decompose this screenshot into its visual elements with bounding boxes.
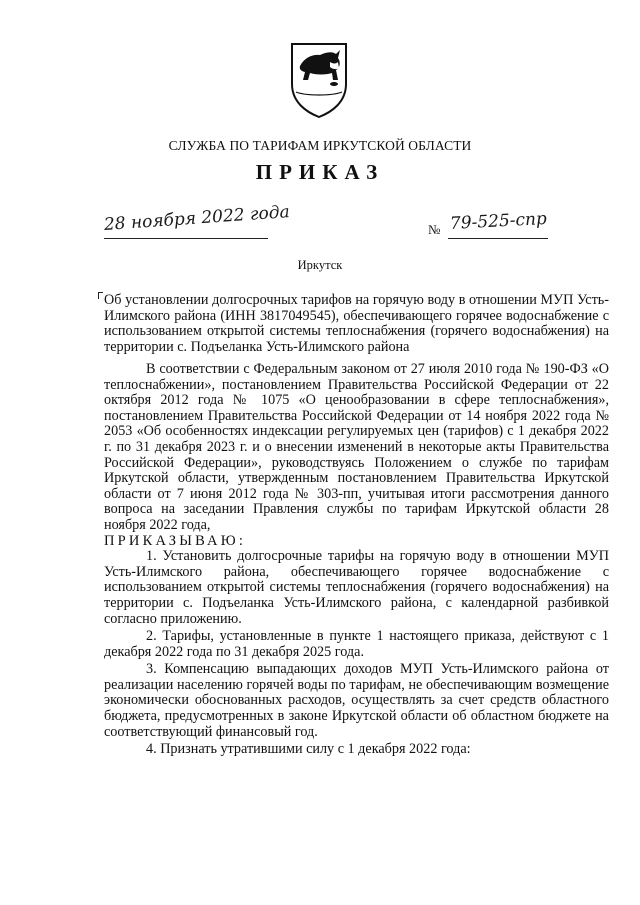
number-underline — [448, 238, 548, 239]
number-sign: № — [428, 222, 441, 237]
order-number: 79-525-спр — [449, 208, 548, 234]
agency-name: СЛУЖБА ПО ТАРИФАМ ИРКУТСКОЙ ОБЛАСТИ — [168, 138, 472, 153]
order-number-field — [428, 208, 548, 241]
order-verb: ПРИКАЗЫВАЮ: — [104, 532, 247, 549]
preamble-paragraph: В соответствии с Федеральным законом от 27 июля 2010 года № 190-ФЗ «О теплоснабжении», постановлением Правительства Российской Федерации от 22 октября 2012 года № 1075 «О ценообразовании в сфере теплоснабжения», постановлением Правительства Российской Федерации от 14 ноября 2022 года № 2053 «Об особенностях индексации регулируемых цен (тарифов) с 1 декабря 2022 г. по 31 декабря 2023 г. и о внесении изменений в некоторые акты Правительства Российской Федерации», руководствуясь Положением о службе по тарифам Иркутской области, утвержденным постановлением Правительства Иркутской области от 7 июня 2012 года № 303-пп, учитывая итоги рассмотрения данного вопроса на заседании Правления службы по тарифам Иркутской области 28 ноября 2022 года, — [104, 361, 609, 533]
subject-corner-mark — [98, 292, 103, 299]
order-date-field — [103, 202, 291, 241]
order-item-3: 3. Компенсацию выпадающих доходов МУП Усть-Илимского района от реализации населению горячей воды по тарифам, не обеспечивающим возмещение экономически обоснованных расходов, осуществлять за счет средств областного бюджета, предусмотренных в законе Иркутской области об областном бюджете на соответствующий финансовый год. — [104, 661, 609, 740]
coat-of-arms-icon — [286, 40, 352, 120]
order-subject: Об установлении долгосрочных тарифов на горячую воду в отношении МУП Усть-Илимского района (ИНН 3817049545), обеспечивающего горячее водоснабжение с использованием открытой системы теплоснабжения (горячего водоснабжения) на территории с. Подъеланка Усть-Илимского района — [104, 292, 609, 355]
order-date: 28 ноября 2022 года — [103, 202, 291, 235]
document-title: ПРИКАЗ — [255, 160, 385, 184]
date-underline — [104, 238, 268, 239]
city-name: Иркутск — [297, 258, 343, 272]
order-item-4: 4. Признать утратившими силу с 1 декабря 2022 года: — [146, 741, 471, 758]
order-item-1: 1. Установить долгосрочные тарифы на горячую воду в отношении МУП Усть-Илимского района, обеспечивающего горячее водоснабжение с использованием открытой системы теплоснабжения (горячего водоснабжения) на территории с. Подъеланка Усть-Илимского района, с календарной разбивкой согласно приложению. — [104, 548, 609, 627]
order-body — [104, 362, 609, 758]
order-item-2: 2. Тарифы, установленные в пункте 1 настоящего приказа, действуют с 1 декабря 2022 года по 31 декабря 2025 года. — [104, 628, 609, 660]
